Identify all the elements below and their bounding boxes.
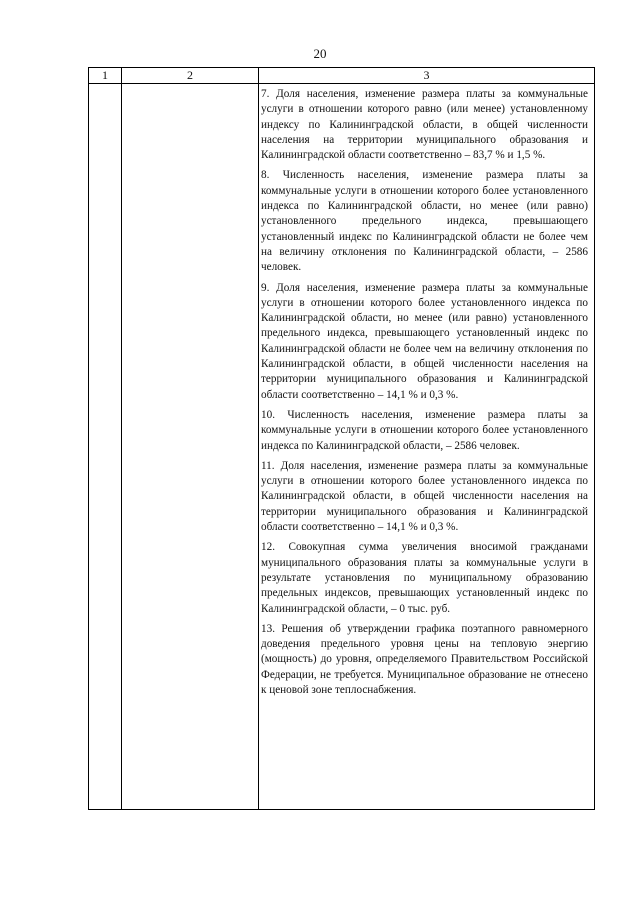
header-col-2: 2	[187, 68, 193, 82]
paragraph-12: 12. Совокупная сумма увеличения вносимой гражданами муниципального образования платы за коммунальные услуги в результате установления по муниципальному образованию предельных индексов, превышающих установленный индекс по Калининградской области, – 0 тыс. руб.	[261, 541, 588, 615]
paragraph-10: 10. Численность населения, изменение размера платы за коммунальные услуги в отношении которого более установленного индекса по Калининградской области, – 2586 человек.	[261, 408, 588, 452]
table-header-row	[89, 68, 594, 84]
column-divider-1	[121, 68, 122, 809]
header-col-1: 1	[102, 68, 108, 82]
page-number: 20	[313, 46, 327, 61]
header-col-3: 3	[423, 68, 430, 82]
paragraph-13: 13. Решения об утверждении графика поэтапного равномерного доведения предельного уровня цены на тепловую энергию (мощность) до уровня, определяемого Правительством Российской Федерации, не требуется. Муниципальное образование не отнесено к ценовой зоне теплоснабжения.	[261, 622, 588, 696]
paragraph-11: 11. Доля населения, изменение размера платы за коммунальные услуги в отношении которого более установленного индекса по Калининградской области, в общей численности населения на территории муниципального образования и Калининградской области соответственно – 14,1 % и 0,3 %.	[261, 459, 588, 534]
document-table	[88, 67, 595, 810]
column-3-content	[258, 84, 591, 703]
paragraph-8: 8. Численность населения, изменение размера платы за коммунальные услуги в отношении которого более установленного индекса по Калининградской области, но менее (или равно) установленного предельного индекса, превышающего установленный индекс по Калининградской области не более чем на величину отклонения по Калининградской области, – 2586 человек.	[261, 169, 588, 274]
paragraph-9: 9. Доля населения, изменение размера платы за коммунальные услуги в отношении которого более установленного индекса по Калининградской области, но менее (или равно) установленного предельного индекса, превышающего установленный индекс по Калининградской области не более чем на величину отклонения по Калининградской области, в общей численности населения на территории муниципального образования и Калининградской области соответственно – 14,1 % и 0,3 %.	[261, 281, 588, 401]
paragraph-7: 7. Доля населения, изменение размера платы за коммунальные услуги в отношении которого равно (или менее) установленному индексу по Калининградской области, в общей численности населения на территории муниципального образования и Калининградской области соответственно – 83,7 % и 1,5 %.	[261, 88, 588, 162]
